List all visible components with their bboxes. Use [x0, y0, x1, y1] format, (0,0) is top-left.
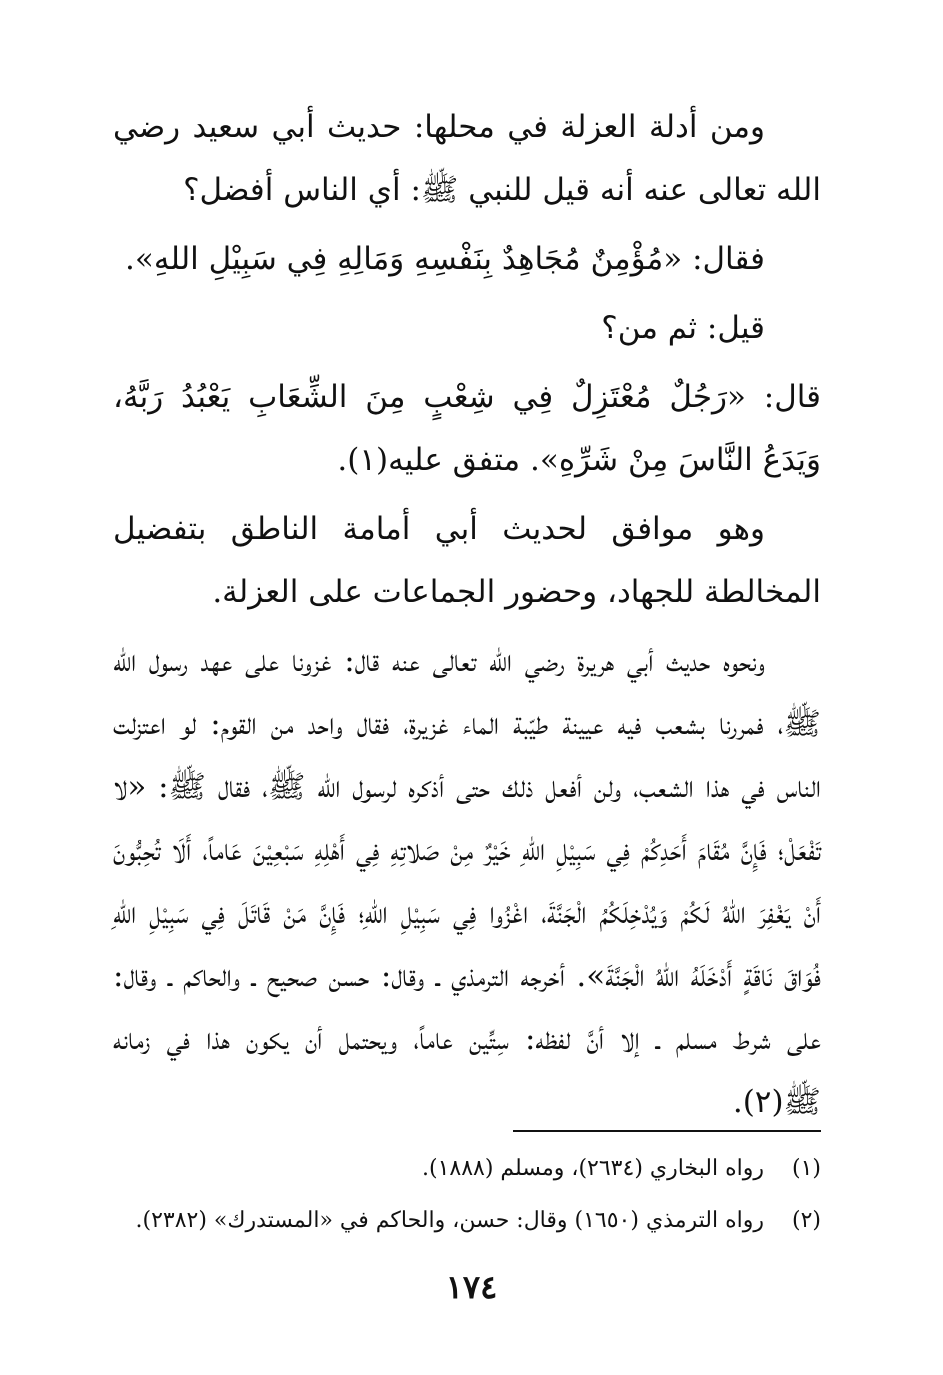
- paragraph-4: قال: «رَجُلٌ مُعْتَزِلٌ فِي شِعْبٍ مِنَ الشِّعَابِ يَعْبُدُ رَبَّهُ، وَيَدَعُ النَّاسَ مِنْ شَرِّهِ». متفق عليه(١).: [113, 379, 821, 478]
- footnote-number: (٢): [791, 1208, 821, 1233]
- footnote-1: [113, 1143, 821, 1195]
- footnote-separator: [513, 1130, 821, 1132]
- footnote-text: رواه البخاري (٢٦٣٤)، ومسلم (١٨٨٨).: [421, 1156, 764, 1181]
- footnote-number: (١): [791, 1156, 821, 1181]
- paragraph-3: قيل: ثم من؟: [601, 310, 765, 346]
- paragraph-5: وهو موافق لحديث أبي أمامة الناطق بتفضيل المخالطة للجهاد، وحضور الجماعات على العزلة.: [113, 511, 821, 610]
- paragraph-1: ومن أدلة العزلة في محلها: حديث أبي سعيد رضي الله تعالى عنه أنه قيل للنبي ﷺ: أي الناس أفضل؟: [113, 109, 821, 208]
- paragraph-6: ونحوه حديث أبي هريرة رضي الله تعالى عنه قال: غزونا على عهد رسول الله ﷺ، فمررنا بشعب فيه عيينة طيّبة الماء غزيرة، فقال واحد من القوم: لو اعتزلت الناس في هذا الشعب، ولن أفعل ذلك حتى أذكره لرسول الله ﷺ، فقال ﷺ: «لا تَفْعَلْ؛ فَإِنَّ مُقَامَ أَحَدِكُمْ فِي سَبِيْلِ اللهِ خَيْرٌ مِنْ صَلاتِهِ فِي أَهْلِهِ سَبْعِيْنَ عَاماً، أَلَا تُحِبُّونَ أَنْ يَغْفِرَ اللهُ لَكُمْ وَيُدْخِلَكُمُ الْجَنَّةَ، اغْزُوا فِي سَبِيْلِ اللهِ؛ فَإِنَّ مَنْ قَاتَلَ فِي سَبِيْلِ اللهِ فُوَاقَ نَاقَةٍ أَدْخَلَهُ اللهُ الْجَنَّةَ». أخرجه الترمذي ـ وقال: حسن صحيح ـ والحاكم ـ وقال: على شرط مسلم ـ إلا أنَّ لفظه: سِتِّين عاماً، ويحتمل أن يكون هذا في زمانه ﷺ(٢).: [113, 643, 821, 1120]
- main-text: [113, 96, 821, 1140]
- paragraph-2: فقال: «مُؤْمِنٌ مُجَاهِدٌ بِنَفْسِهِ وَمَالِهِ فِي سَبِيْلِ اللهِ».: [125, 241, 765, 277]
- footnote-2: [113, 1195, 821, 1247]
- page-number: ١٧٤: [445, 1268, 498, 1306]
- footnote-text: رواه الترمذي (١٦٥٠) وقال: حسن، والحاكم في «المستدرك» (٢٣٨٢).: [135, 1208, 764, 1233]
- footnotes: [113, 1143, 821, 1247]
